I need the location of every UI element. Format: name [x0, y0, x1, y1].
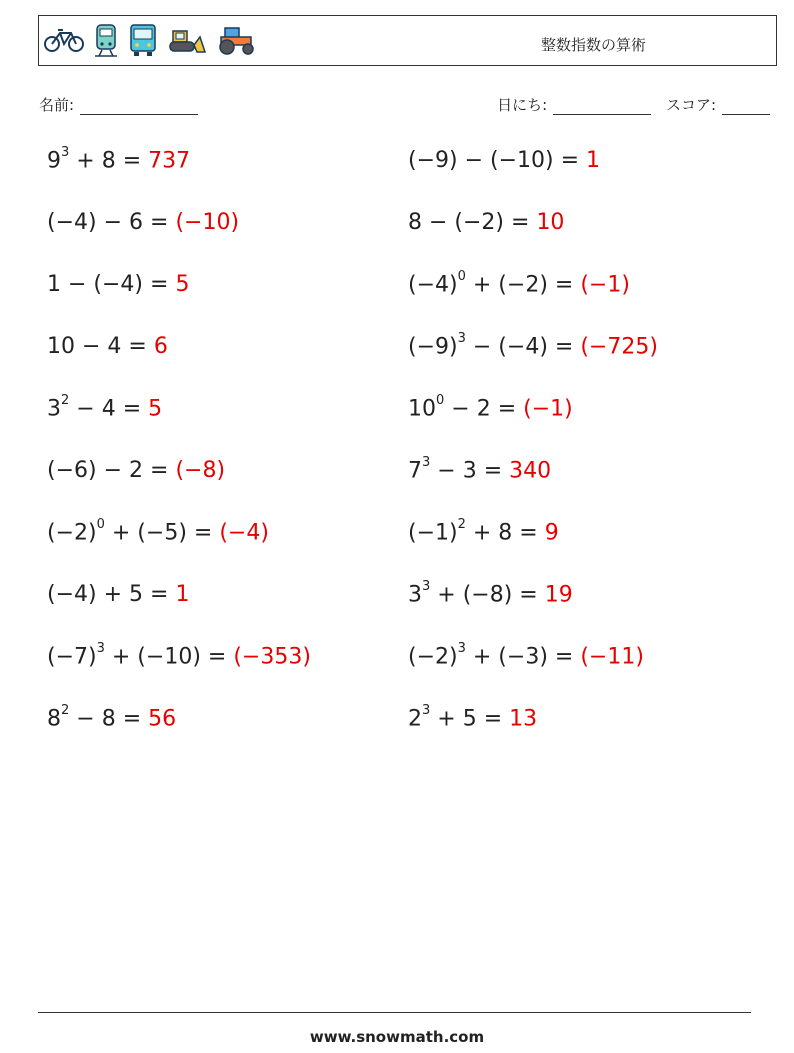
bulldozer-icon — [167, 25, 207, 59]
date-label: 日にち: — [497, 96, 548, 114]
problem-base: 9 — [47, 148, 61, 174]
problem-rest: + (−8) = — [430, 582, 545, 608]
problem-rest: − (−4) = — [465, 334, 581, 360]
problem-item — [47, 334, 168, 359]
problem-base: 8 — [47, 706, 61, 732]
icon-strip — [43, 24, 257, 60]
problem-exponent: 2 — [457, 517, 466, 532]
problem-exponent: 0 — [436, 393, 445, 408]
problem-base: (−9) − (−10) — [408, 148, 554, 173]
problem-item — [408, 579, 573, 608]
problem-answer: 737 — [148, 148, 191, 174]
problem-exponent: 2 — [61, 393, 70, 408]
train-icon — [93, 22, 119, 62]
problem-base: 3 — [408, 582, 422, 608]
problem-item — [408, 393, 573, 422]
problem-answer: 1 — [586, 148, 601, 173]
problem-item — [408, 455, 552, 484]
problem-base: 10 — [408, 396, 436, 422]
problem-exponent: 2 — [61, 703, 70, 718]
problem-answer: (−353) — [233, 644, 311, 670]
problem-rest: − 3 = — [430, 458, 510, 484]
problem-item — [47, 393, 163, 422]
problem-exponent: 3 — [422, 455, 431, 470]
problem-item — [47, 703, 177, 732]
problem-answer: 5 — [175, 272, 190, 297]
problem-exponent: 3 — [96, 641, 105, 656]
problem-base: (−2) — [408, 644, 458, 670]
problem-base: 3 — [47, 396, 61, 422]
problem-item — [408, 641, 644, 670]
problem-answer: 19 — [544, 582, 573, 608]
problem-answer: (−1) — [523, 396, 573, 422]
problem-base: 2 — [408, 706, 422, 732]
problem-item — [47, 582, 189, 607]
name-label: 名前: — [39, 96, 75, 114]
problem-rest: = — [504, 210, 537, 235]
problem-answer: 10 — [536, 210, 565, 235]
score-blank[interactable] — [722, 100, 770, 115]
problem-rest: = — [143, 582, 176, 607]
problem-exponent: 3 — [61, 145, 70, 160]
problem-base: (−2) — [47, 520, 97, 546]
problem-answer: (−10) — [175, 210, 240, 235]
problem-rest: = — [143, 458, 176, 483]
problem-rest: = — [121, 334, 154, 359]
bus-icon — [127, 22, 159, 62]
tractor-icon — [215, 25, 257, 59]
problem-item — [47, 641, 311, 670]
problem-answer: (−8) — [175, 458, 226, 483]
problem-exponent: 3 — [422, 703, 431, 718]
problem-item — [47, 210, 239, 235]
footer-url: www.snowmath.com — [309, 1028, 485, 1046]
problem-item — [47, 272, 189, 297]
problem-rest: + (−2) = — [465, 272, 581, 298]
problem-answer: (−11) — [580, 644, 644, 670]
problem-item — [47, 145, 191, 174]
problem-item — [408, 269, 630, 298]
bicycle-icon — [43, 27, 85, 57]
problem-answer: 9 — [544, 520, 559, 546]
problem-rest: − 8 = — [69, 706, 149, 732]
problem-rest: = — [553, 148, 587, 173]
problem-rest: + 8 = — [69, 148, 149, 174]
problem-answer: 340 — [509, 458, 552, 484]
problem-exponent: 3 — [457, 641, 466, 656]
problem-answer: 5 — [148, 396, 163, 422]
problem-item — [47, 458, 225, 483]
problem-answer: 13 — [509, 706, 538, 732]
problem-exponent: 0 — [96, 517, 105, 532]
problem-base: (−1) — [408, 520, 458, 546]
problem-base: 10 − 4 — [47, 334, 122, 359]
header-box — [38, 15, 777, 66]
problem-rest: − 2 = — [444, 396, 524, 422]
problem-answer: 56 — [148, 706, 177, 732]
problem-answer: (−725) — [580, 334, 658, 360]
problem-base: 8 − (−2) — [408, 210, 505, 235]
problem-item — [47, 517, 269, 546]
problem-rest: + (−3) = — [465, 644, 581, 670]
problem-item — [408, 331, 658, 360]
problem-rest: = — [143, 210, 176, 235]
problem-base: (−4) + 5 — [47, 582, 144, 607]
problem-base: 1 − (−4) — [47, 272, 144, 297]
problem-exponent: 0 — [457, 269, 466, 284]
problem-base: (−6) − 2 — [47, 458, 144, 483]
problem-rest: = — [143, 272, 176, 297]
problem-base: (−4) − 6 — [47, 210, 144, 235]
name-blank[interactable] — [80, 100, 198, 115]
name-field — [39, 94, 198, 115]
problem-base: (−4) — [408, 272, 458, 298]
problem-item — [408, 148, 600, 173]
score-label: スコア: — [665, 96, 716, 114]
problem-base: (−9) — [408, 334, 458, 360]
problem-rest: + (−5) = — [104, 520, 220, 546]
problem-rest: + 8 = — [465, 520, 545, 546]
problem-base: (−7) — [47, 644, 97, 670]
problem-answer: 6 — [153, 334, 168, 359]
worksheet-title: 整数指数の算術 — [540, 36, 646, 54]
problem-exponent: 3 — [422, 579, 431, 594]
problem-rest: + (−10) = — [104, 644, 234, 670]
footer-divider — [38, 1012, 751, 1013]
date-blank[interactable] — [553, 100, 651, 115]
problem-answer: (−1) — [580, 272, 630, 298]
problem-base: 7 — [408, 458, 422, 484]
problem-exponent: 3 — [457, 331, 466, 346]
problem-item — [408, 210, 564, 235]
problem-answer: (−4) — [219, 520, 269, 546]
date-score-fields — [497, 94, 770, 115]
problem-item — [408, 703, 538, 732]
problem-item — [408, 517, 559, 546]
problem-rest: − 4 = — [69, 396, 149, 422]
problem-rest: + 5 = — [430, 706, 510, 732]
problem-answer: 1 — [175, 582, 190, 607]
